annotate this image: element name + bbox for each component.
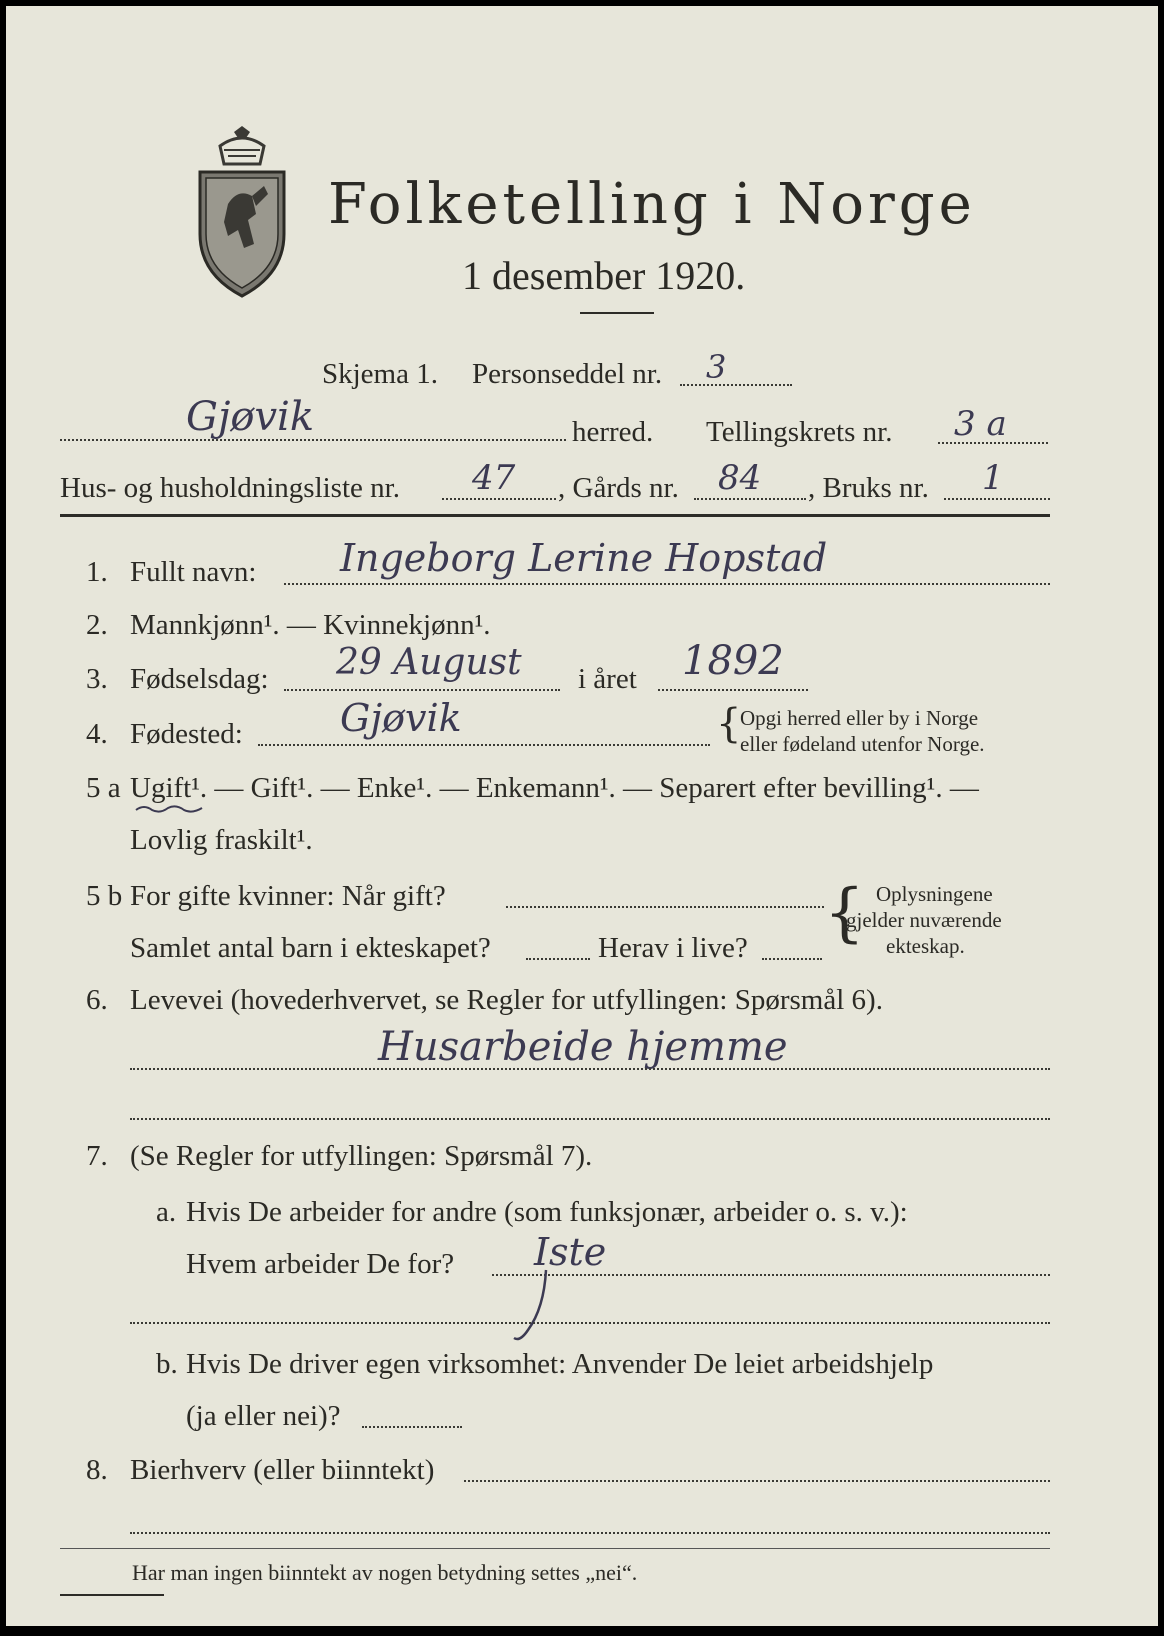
personseddel-line bbox=[680, 384, 792, 386]
footnote-rule bbox=[60, 1594, 164, 1596]
q7b-number: b. bbox=[156, 1348, 178, 1380]
gards-value: 84 bbox=[718, 458, 762, 498]
q4-label: Fødested: bbox=[130, 718, 243, 750]
census-date: 1 desember 1920. bbox=[462, 253, 746, 298]
q5b-label: For gifte kvinner: Når gift? bbox=[130, 880, 446, 912]
q7a-line bbox=[492, 1274, 1050, 1276]
q3-year-line bbox=[658, 689, 808, 691]
q6-number: 6. bbox=[86, 984, 108, 1016]
q5b-number: 5 b bbox=[86, 880, 123, 912]
bruks-label: , Bruks nr. bbox=[808, 472, 929, 504]
q8-label: Bierhverv (eller biinntekt) bbox=[130, 1454, 435, 1486]
q1-value: Ingeborg Lerine Hopstad bbox=[340, 536, 828, 580]
q5b-barn-line bbox=[526, 958, 590, 960]
skjema-label: Skjema 1. bbox=[322, 358, 438, 390]
q6-line-2 bbox=[130, 1118, 1050, 1120]
q4-line bbox=[258, 744, 710, 746]
q7a-pen-stroke bbox=[506, 1268, 566, 1348]
q3-day-line bbox=[284, 689, 560, 691]
q1-line bbox=[284, 583, 1050, 585]
q3-year-value: 1892 bbox=[682, 638, 784, 684]
q7a-value: Iste bbox=[534, 1230, 607, 1274]
q7-label: (Se Regler for utfyllingen: Spørsmål 7). bbox=[130, 1140, 593, 1172]
hus-label: Hus- og husholdningsliste nr. bbox=[60, 472, 400, 504]
q8-number: 8. bbox=[86, 1454, 108, 1486]
hus-line bbox=[442, 498, 556, 500]
footer-rule bbox=[60, 1548, 1050, 1549]
form-title: Folketelling i Norge bbox=[328, 172, 976, 237]
tellingskrets-value: 3 a bbox=[954, 404, 1007, 444]
q5b-live-line bbox=[762, 958, 822, 960]
q1-number: 1. bbox=[86, 556, 108, 588]
gards-label: , Gårds nr. bbox=[558, 472, 679, 504]
q3-number: 3. bbox=[86, 663, 108, 695]
q4-note-2: eller fødeland utenfor Norge. bbox=[740, 732, 985, 756]
q5b-brace: { bbox=[824, 876, 865, 950]
q4-brace: { bbox=[716, 701, 742, 747]
q6-value: Husarbeide hjemme bbox=[378, 1024, 788, 1070]
q3-year-label: i året bbox=[578, 663, 637, 695]
q5b-label-2: Samlet antal barn i ekteskapet? bbox=[130, 932, 491, 964]
q6-label: Levevei (hovederhvervet, se Regler for utfyllingen: Spørsmål 6). bbox=[130, 984, 883, 1016]
footnote: Har man ingen biinntekt av nogen betydning settes „nei“. bbox=[132, 1560, 638, 1585]
gards-line bbox=[694, 498, 806, 500]
q2-label: Mannkjønn¹. — Kvinnekjønn¹. bbox=[130, 609, 491, 641]
q6-line-1 bbox=[130, 1068, 1050, 1070]
bruks-value: 1 bbox=[982, 458, 1004, 498]
q5b-note-3: ekteskap. bbox=[886, 934, 965, 958]
q7a-label: Hvis De arbeider for andre (som funksjonær, arbeider o. s. v.): bbox=[186, 1196, 908, 1228]
q7b-line bbox=[362, 1426, 462, 1428]
coat-of-arms-icon bbox=[194, 124, 290, 299]
census-form-page bbox=[6, 6, 1158, 1626]
q3-value: 29 August bbox=[336, 642, 522, 683]
q7b-label: Hvis De driver egen virksomhet: Anvender De leiet arbeidshjelp bbox=[186, 1348, 934, 1380]
herred-value: Gjøvik bbox=[186, 394, 315, 440]
q5a-label-2: Lovlig fraskilt¹. bbox=[130, 824, 313, 856]
q8-line-1 bbox=[464, 1480, 1050, 1482]
q4-number: 4. bbox=[86, 718, 108, 750]
q1-label: Fullt navn: bbox=[130, 556, 257, 588]
q3-label: Fødselsdag: bbox=[130, 663, 269, 695]
q7-number: 7. bbox=[86, 1140, 108, 1172]
herred-label: herred. bbox=[572, 416, 654, 448]
q7a-label-2: Hvem arbeider De for? bbox=[186, 1248, 455, 1280]
header-rule bbox=[60, 514, 1050, 517]
ugift-underline-mark bbox=[134, 802, 204, 816]
q5b-label-3: Herav i live? bbox=[598, 932, 748, 964]
q7b-label-2: (ja eller nei)? bbox=[186, 1400, 341, 1432]
q5b-note-1: Oplysningene bbox=[876, 882, 993, 906]
title-divider bbox=[580, 312, 654, 314]
q5a-label: Ugift¹. — Gift¹. — Enke¹. — Enkemann¹. — Separert efter bevilling¹. — bbox=[130, 772, 979, 804]
personseddel-value: 3 bbox=[706, 348, 727, 386]
q5b-note-2: gjelder nuværende bbox=[846, 908, 1002, 932]
hus-value: 47 bbox=[472, 458, 516, 498]
bruks-line bbox=[944, 498, 1050, 500]
q7a-line-2 bbox=[130, 1322, 1050, 1324]
q8-line-2 bbox=[130, 1532, 1050, 1534]
q5b-gift-line bbox=[506, 906, 824, 908]
q2-number: 2. bbox=[86, 609, 108, 641]
q7a-number: a. bbox=[156, 1196, 177, 1228]
q5a-number: 5 a bbox=[86, 772, 121, 804]
q4-value: Gjøvik bbox=[340, 696, 462, 740]
tellingskrets-label: Tellingskrets nr. bbox=[706, 416, 893, 448]
q4-note-1: Opgi herred eller by i Norge bbox=[740, 706, 979, 730]
personseddel-label: Personseddel nr. bbox=[472, 358, 663, 390]
